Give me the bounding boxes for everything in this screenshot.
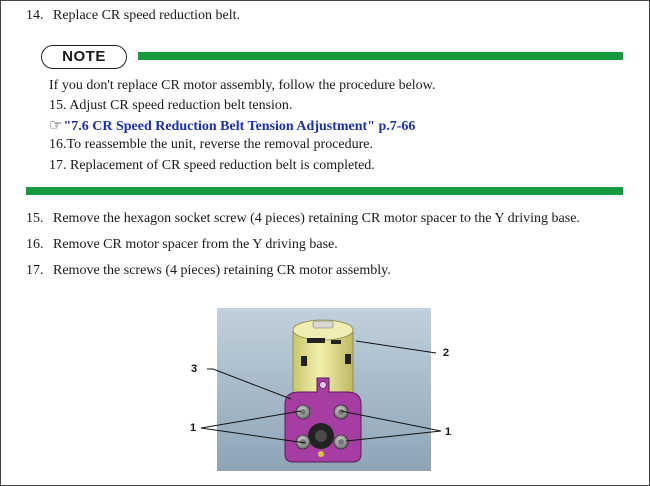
step-text: Replace CR speed reduction belt. [53,8,240,23]
step-17 [26,263,391,279]
step-number: 17. [26,263,44,278]
step-text: Remove CR motor spacer from the Y driving base. [53,237,338,252]
callout-1-left: 1 [190,422,197,434]
cr-motor-figure [217,308,431,471]
reference-link[interactable] [49,116,415,135]
note-intro: If you don't replace CR motor assembly, follow the procedure below. [49,78,436,93]
step-text: Remove the hexagon socket screw (4 pieces) retaining CR motor spacer to the Y driving base. [53,211,580,226]
step-number: 16. [26,237,44,252]
note-header [41,45,623,69]
note-step-15: 15. Adjust CR speed reduction belt tension. [49,98,293,113]
step-number: 14. [26,8,44,23]
note-step-17: 17. Replacement of CR speed reduction belt is completed. [49,158,375,173]
pointing-hand-icon: ☞ [49,118,63,134]
callout-2: 2 [443,347,450,359]
note-label: NOTE [41,45,127,69]
callout-1-right: 1 [445,426,452,438]
reference-link-text: "7.6 CR Speed Reduction Belt Tension Adjustment" p.7-66 [63,119,416,134]
step-16 [26,237,338,253]
note-divider [138,52,623,60]
note-end-divider [26,187,623,195]
callout-3: 3 [191,363,198,375]
step-14 [26,8,240,24]
step-15 [26,211,580,227]
note-step-16: 16.To reassemble the unit, reverse the removal procedure. [49,137,374,152]
step-text: Remove the screws (4 pieces) retaining CR motor assembly. [53,263,391,278]
step-number: 15. [26,211,44,226]
